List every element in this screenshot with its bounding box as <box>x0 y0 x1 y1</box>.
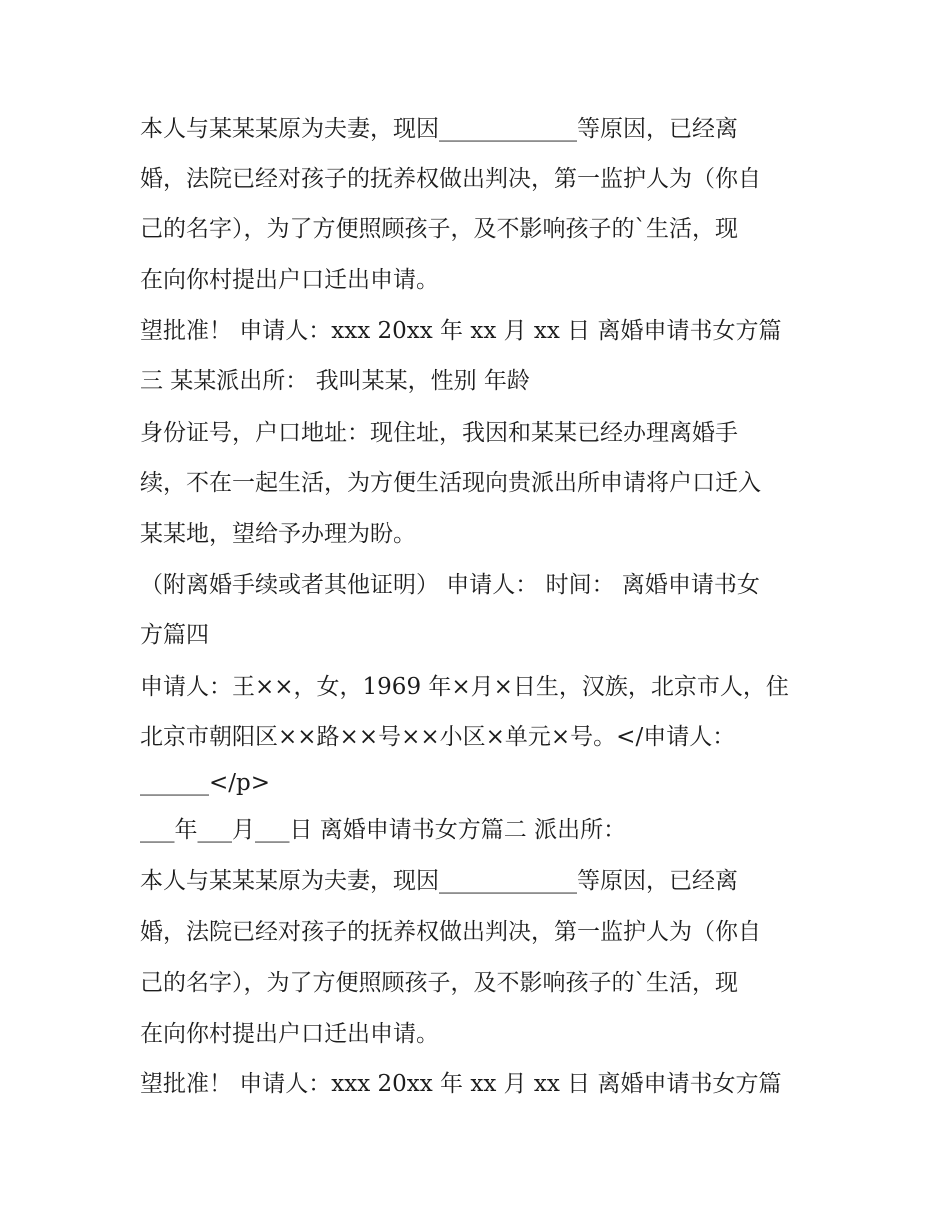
text-line: 三 某某派出所： 我叫某某，性别 年龄 <box>140 368 530 394</box>
text-line: 北京市朝阳区××路××号××小区×单元×号。</申请人： <box>140 724 736 750</box>
text-line: 己的名字），为了方便照顾孩子，及不影响孩子的`生活，现 <box>140 216 738 242</box>
text-line: 方篇四 <box>140 622 209 648</box>
text-line: 望批准！ 申请人：xxx 20xx 年 xx 月 xx 日 离婚申请书女方篇 <box>140 1071 782 1097</box>
text-line: 本人与某某某原为夫妻，现因____________等原因，已经离 <box>140 868 738 894</box>
text-line: 望批准！ 申请人：xxx 20xx 年 xx 月 xx 日 离婚申请书女方篇 <box>140 318 782 344</box>
text-line: 续，不在一起生活，为方便生活现向贵派出所申请将户口迁入 <box>140 470 761 496</box>
text-line: ______</p> <box>140 770 271 796</box>
text-line: ___年___月___日 离婚申请书女方篇二 派出所： <box>140 817 627 843</box>
text-line: 己的名字），为了方便照顾孩子，及不影响孩子的`生活，现 <box>140 970 738 996</box>
text-line: 某某地，望给予办理为盼。 <box>140 521 416 547</box>
text-line: （附离婚手续或者其他证明） 申请人： 时间： 离婚申请书女 <box>140 572 760 598</box>
text-line: 婚，法院已经对孩子的抚养权做出判决，第一监护人为（你自 <box>140 166 761 192</box>
text-line: 身份证号，户口地址：现住址，我因和某某已经办理离婚手 <box>140 420 738 446</box>
text-line: 本人与某某某原为夫妻，现因____________等原因，已经离 <box>140 116 738 142</box>
text-line: 在向你村提出户口迁出申请。 <box>140 1021 439 1047</box>
text-line: 婚，法院已经对孩子的抚养权做出判决，第一监护人为（你自 <box>140 919 761 945</box>
text-line: 在向你村提出户口迁出申请。 <box>140 267 439 293</box>
text-line: 申请人：王××，女，1969 年×月×日生，汉族，北京市人，住 <box>140 674 789 700</box>
